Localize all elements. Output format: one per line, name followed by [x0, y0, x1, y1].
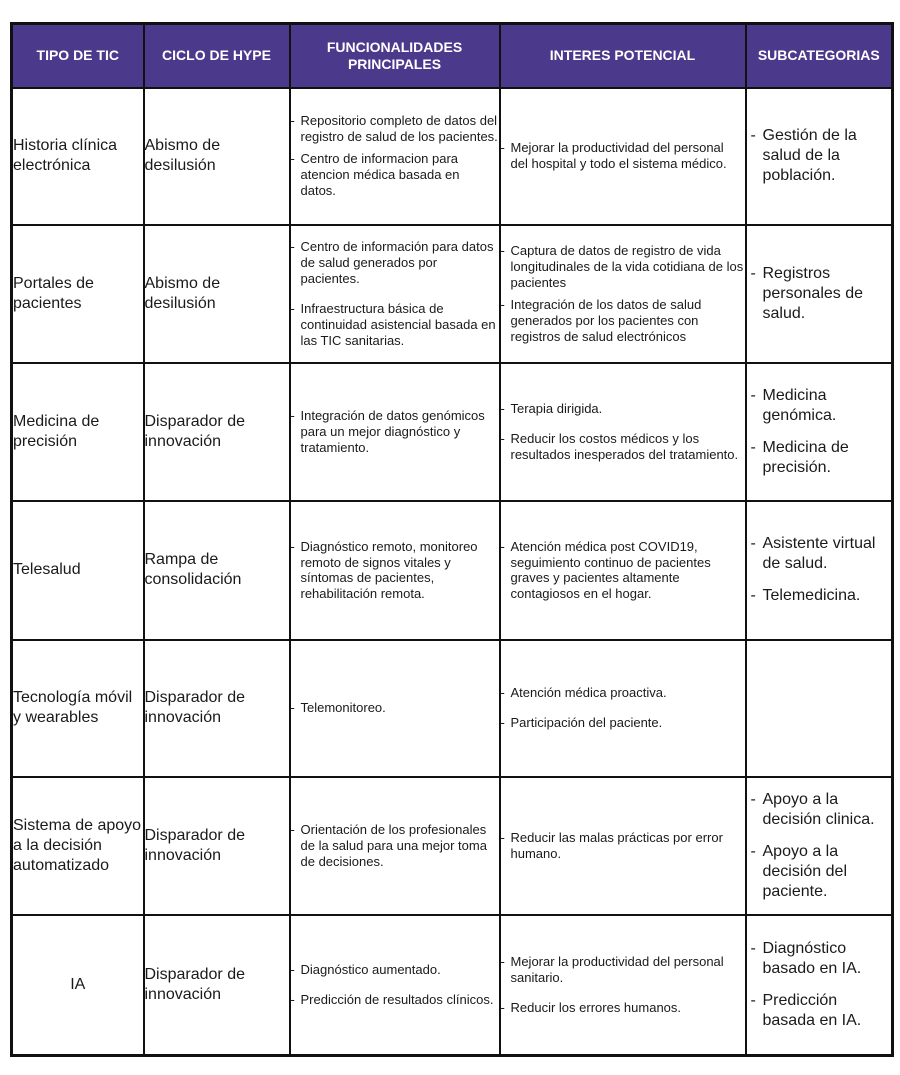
table-row — [12, 915, 893, 1055]
ciclo-cell: Disparador de innovación — [144, 915, 290, 1055]
list-item: - Reducir los costos médicos y los resultados inesperados del tratamiento. — [501, 431, 745, 463]
list-item: - Orientación de los profesionales de la salud para una mejor toma de decisiones. — [291, 822, 499, 870]
ciclo-cell: Abismo de desilusión — [144, 88, 290, 225]
list-item: - Diagnóstico basado en IA. — [751, 939, 886, 979]
table-row — [12, 501, 893, 639]
ciclo-cell: Abismo de desilusión — [144, 225, 290, 363]
header-funcionalidades: FUNCIONALIDADES PRINCIPALES — [290, 24, 500, 88]
tipo-cell: Medicina de precisión — [12, 363, 144, 501]
tipo-cell: Portales de pacientes — [12, 225, 144, 363]
subcategorias-cell — [746, 915, 893, 1055]
list-item: - Integración de datos genómicos para un mejor diagnóstico y tratamiento. — [291, 408, 499, 456]
list-item: - Reducir las malas prácticas por error humano. — [501, 830, 745, 862]
table-row — [12, 777, 893, 915]
interes-cell — [500, 501, 746, 639]
list-item: - Telemonitoreo. — [291, 700, 499, 716]
interes-cell — [500, 777, 746, 915]
header-row — [12, 24, 893, 88]
header-interes: INTERES POTENCIAL — [500, 24, 746, 88]
tipo-cell: IA — [12, 915, 144, 1055]
list-item: - Diagnóstico remoto, monitoreo remoto de signos vitales y síntomas de pacientes, rehabilitación remota. — [291, 539, 499, 602]
subcategorias-cell — [746, 225, 893, 363]
list-item: - Apoyo a la decisión clinica. — [751, 790, 886, 830]
subcategorias-cell — [746, 640, 893, 777]
list-item: - Centro de informacion para atencion médica basada en datos. — [291, 151, 499, 199]
ciclo-cell: Disparador de innovación — [144, 363, 290, 501]
list-item: - Terapia dirigida. — [501, 401, 745, 417]
interes-cell — [500, 640, 746, 777]
interes-cell — [500, 88, 746, 225]
table-row — [12, 88, 893, 225]
list-item: - Gestión de la salud de la población. — [751, 126, 886, 186]
subcategorias-cell — [746, 501, 893, 639]
ciclo-cell: Disparador de innovación — [144, 777, 290, 915]
tipo-cell: Tecnología móvil y wearables — [12, 640, 144, 777]
funcionalidades-cell — [290, 915, 500, 1055]
table-row — [12, 640, 893, 777]
subcategorias-cell — [746, 777, 893, 915]
funcionalidades-cell — [290, 363, 500, 501]
list-item: - Predicción de resultados clínicos. — [291, 992, 499, 1008]
funcionalidades-cell — [290, 88, 500, 225]
list-item: - Repositorio completo de datos del registro de salud de los pacientes. — [291, 113, 499, 145]
header-subcategorias: SUBCATEGORIAS — [746, 24, 893, 88]
tipo-cell: Telesalud — [12, 501, 144, 639]
list-item: - Diagnóstico aumentado. — [291, 962, 499, 978]
list-item: - Centro de información para datos de salud generados por pacientes. — [291, 239, 499, 287]
list-item: - Medicina genómica. — [751, 386, 886, 426]
funcionalidades-cell — [290, 225, 500, 363]
list-item: - Atención médica proactiva. — [501, 685, 745, 701]
list-item: - Atención médica post COVID19, seguimiento continuo de pacientes graves y pacientes altamente contagiosos en el hogar. — [501, 539, 745, 602]
list-item: - Asistente virtual de salud. — [751, 534, 886, 574]
header-tipo: TIPO DE TIC — [12, 24, 144, 88]
list-item: - Participación del paciente. — [501, 715, 745, 731]
list-item: - Telemedicina. — [751, 586, 886, 606]
tipo-cell: Sistema de apoyo a la decisión automatizado — [12, 777, 144, 915]
list-item: - Reducir los errores humanos. — [501, 1000, 745, 1016]
tipo-cell: Historia clínica electrónica — [12, 88, 144, 225]
interes-cell — [500, 915, 746, 1055]
header-ciclo: CICLO DE HYPE — [144, 24, 290, 88]
list-item: - Captura de datos de registro de vida longitudinales de la vida cotidiana de los pacientes — [501, 243, 745, 291]
subcategorias-cell — [746, 88, 893, 225]
table-row — [12, 363, 893, 501]
tic-table — [10, 22, 894, 1057]
table-row — [12, 225, 893, 363]
funcionalidades-cell — [290, 777, 500, 915]
funcionalidades-cell — [290, 501, 500, 639]
list-item: - Integración de los datos de salud generados por los pacientes con registros de salud electrónicos — [501, 297, 745, 345]
list-item: - Medicina de precisión. — [751, 438, 886, 478]
ciclo-cell: Disparador de innovación — [144, 640, 290, 777]
subcategorias-cell — [746, 363, 893, 501]
funcionalidades-cell — [290, 640, 500, 777]
ciclo-cell: Rampa de consolidación — [144, 501, 290, 639]
list-item: - Apoyo a la decisión del paciente. — [751, 842, 886, 902]
list-item: - Predicción basada en IA. — [751, 991, 886, 1031]
list-item: - Mejorar la productividad del personal sanitario. — [501, 954, 745, 986]
interes-cell — [500, 363, 746, 501]
list-item: - Mejorar la productividad del personal del hospital y todo el sistema médico. — [501, 140, 745, 172]
list-item: - Infraestructura básica de continuidad asistencial basada en las TIC sanitarias. — [291, 301, 499, 349]
interes-cell — [500, 225, 746, 363]
list-item: - Registros personales de salud. — [751, 264, 886, 324]
